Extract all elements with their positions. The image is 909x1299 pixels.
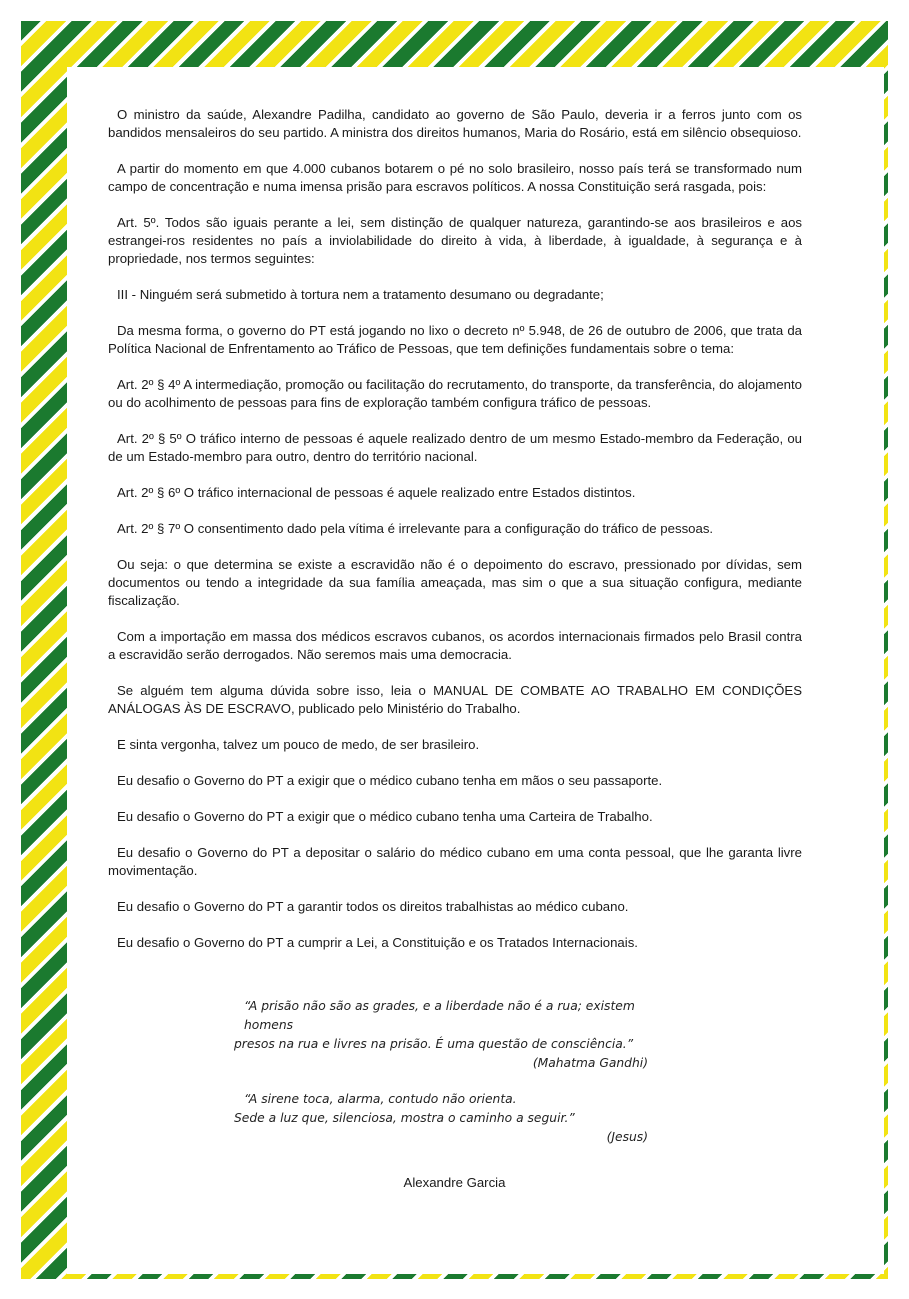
paragraph-art2-p4: Art. 2º § 4º A intermediação, promoção ou facilitação do recrutamento, do transporte, da transferência, do alojamento ou do acolhimento de pessoas para fins de exploração também configura tráfico de pessoas. — [108, 377, 802, 410]
paragraph-vergonha: E sinta vergonha, talvez um pouco de medo, de ser brasileiro. — [117, 737, 480, 752]
paragraph-cubanos: A partir do momento em que 4.000 cubanos botarem o pé no solo brasileiro, nosso país terá se transformado num campo de concentração e numa imensa prisão para escravos políticos. A nossa Constituição será rasgada, pois: — [108, 161, 802, 194]
quote-gandhi — [234, 997, 648, 1073]
quote-spacer — [234, 1073, 648, 1090]
author-signature: Alexandre Garcia — [403, 1175, 506, 1190]
quote-author: (Jesus) — [606, 1130, 648, 1144]
paragraph-inciso-iii: III - Ninguém será submetido à tortura nem a tratamento desumano ou degradante; — [117, 287, 604, 302]
paragraph-art2-p7: Art. 2º § 7º O consentimento dado pela vítima é irrelevante para a configuração do tráfico de pessoas. — [117, 521, 714, 536]
article-body — [108, 106, 802, 970]
paragraph-desafio-passaporte: Eu desafio o Governo do PT a exigir que o médico cubano tenha em mãos o seu passaporte. — [117, 773, 663, 788]
quote-line: presos na rua e livres na prisão. É uma questão de consciência.” — [234, 1037, 634, 1051]
paragraph-desafio-salario: Eu desafio o Governo do PT a depositar o salário do médico cubano em uma conta pessoal, que lhe garanta livre movimentação. — [108, 845, 802, 878]
paragraph-ministro: O ministro da saúde, Alexandre Padilha, candidato ao governo de São Paulo, deveria ir a ferros junto com os bandidos mensaleiros do seu partido. A ministra dos direitos humanos, Maria do Rosário, está em silêncio obsequioso. — [108, 107, 802, 140]
quote-line: “A sirene toca, alarma, contudo não orienta. — [244, 1092, 517, 1106]
paragraph-art5: Art. 5º. Todos são iguais perante a lei, sem distinção de qualquer natureza, garantindo-se aos brasileiros e aos estrangei-ros residentes no país a inviolabilidade do direito à vida, à liberdade, à igualdade, à segurança e à propriedade, nos termos seguintes: — [108, 215, 802, 266]
paragraph-desafio-direitos: Eu desafio o Governo do PT a garantir todos os direitos trabalhistas ao médico cubano. — [117, 899, 629, 914]
quote-line: “A prisão não são as grades, e a liberdade não é a rua; existem homens — [244, 999, 635, 1032]
paragraph-desafio-carteira: Eu desafio o Governo do PT a exigir que o médico cubano tenha uma Carteira de Trabalho. — [117, 809, 653, 824]
paragraph-importacao: Com a importação em massa dos médicos escravos cubanos, os acordos internacionais firmados pelo Brasil contra a escravidão serão derrogados. Não seremos mais uma democracia. — [108, 629, 802, 662]
paragraph-art2-p5: Art. 2º § 5º O tráfico interno de pessoas é aquele realizado dentro de um mesmo Estado-membro da Federação, ou de um Estado-membro para outro, dentro do território nacional. — [108, 431, 802, 464]
paragraph-manual: Se alguém tem alguma dúvida sobre isso, leia o MANUAL DE COMBATE AO TRABALHO EM CONDIÇÕES ANÁLOGAS ÀS DE ESCRAVO, publicado pelo Ministério do Trabalho. — [108, 683, 802, 716]
quote-jesus — [234, 1090, 648, 1147]
quotes-section — [234, 997, 648, 1147]
quote-author: (Mahatma Gandhi) — [532, 1056, 648, 1070]
paragraph-desafio-lei: Eu desafio o Governo do PT a cumprir a Lei, a Constituição e os Tratados Internacionais. — [117, 935, 638, 950]
paragraph-art2-p6: Art. 2º § 6º O tráfico internacional de pessoas é aquele realizado entre Estados distintos. — [117, 485, 636, 500]
quote-line: Sede a luz que, silenciosa, mostra o caminho a seguir.” — [234, 1111, 575, 1125]
paragraph-decreto: Da mesma forma, o governo do PT está jogando no lixo o decreto nº 5.948, de 26 de outubro de 2006, que trata da Política Nacional de Enfrentamento ao Tráfico de Pessoas, que tem definições fundamentais sobre o tema: — [108, 323, 802, 356]
paragraph-ou-seja: Ou seja: o que determina se existe a escravidão não é o depoimento do escravo, pressionado por dívidas, sem documentos ou tendo a integridade da sua família ameaçada, mas sim o que a sua situação configura, mediante fiscalização. — [108, 557, 802, 608]
